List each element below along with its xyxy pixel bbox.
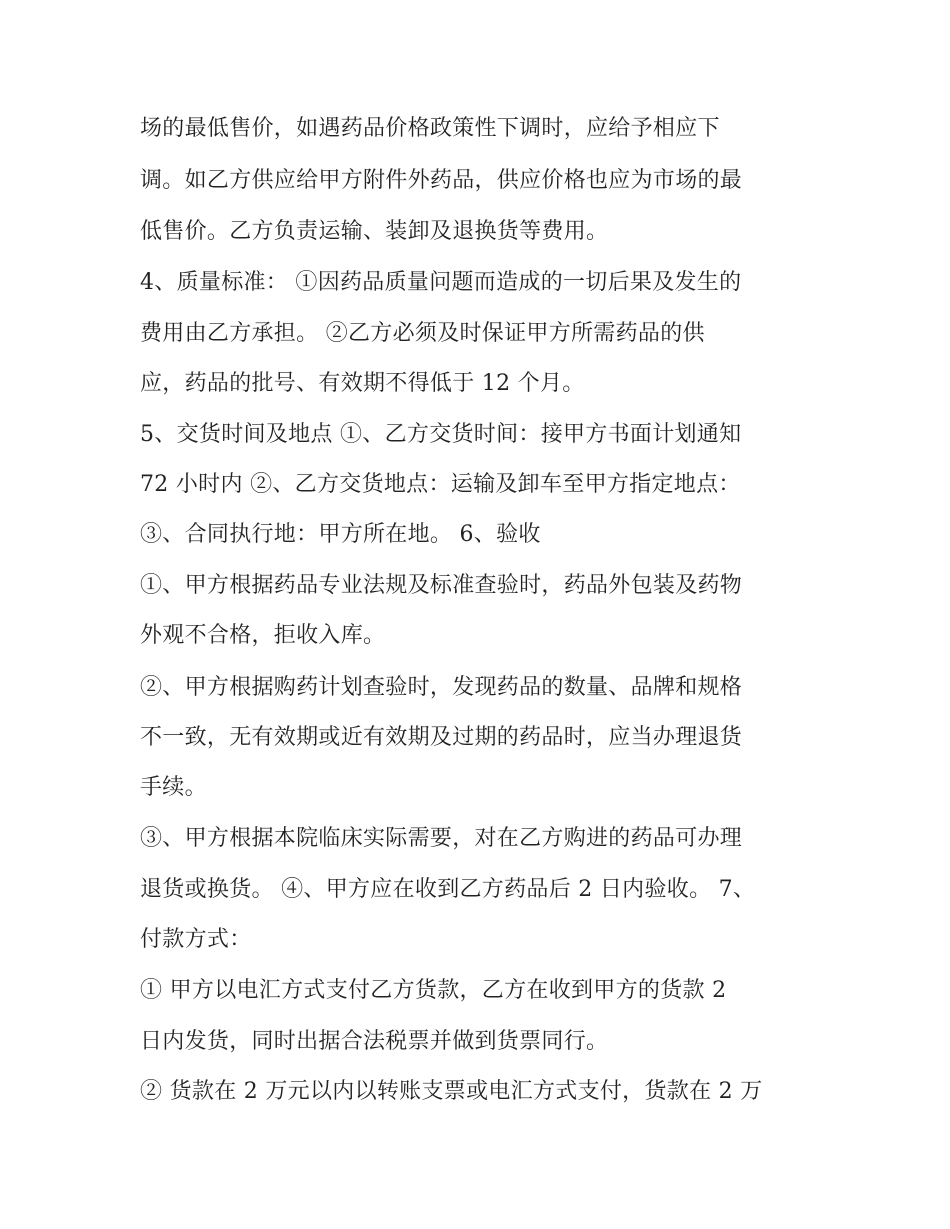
text-line-13: 不一致，无有效期或近有效期及过期的药品时，应当办理退货 bbox=[140, 725, 743, 750]
text-line-18: ① 甲方以电汇方式支付乙方货款，乙方在收到甲方的货款 2 bbox=[140, 978, 727, 1003]
text-line-20: ② 货款在 2 万元以内以转账支票或电汇方式支付，货款在 2 万 bbox=[140, 1079, 763, 1104]
text-line-6: 应，药品的批号、有效期不得低于 12 个月。 bbox=[140, 371, 585, 396]
text-line-15: ③、甲方根据本院临床实际需要，对在乙方购进的药品可办理 bbox=[140, 826, 743, 851]
text-line-12: ②、甲方根据购药计划查验时，发现药品的数量、品牌和规格 bbox=[140, 675, 743, 700]
text-line-1: 场的最低售价，如遇药品价格政策性下调时，应给予相应下 bbox=[140, 116, 720, 141]
text-line-3: 低售价。乙方负责运输、装卸及退换货等费用。 bbox=[140, 219, 609, 244]
text-line-17: 付款方式： bbox=[140, 927, 252, 952]
text-line-19: 日内发货，同时出据合法税票并做到货票同行。 bbox=[140, 1029, 609, 1054]
text-line-5: 费用由乙方承担。 ②乙方必须及时保证甲方所需药品的供 bbox=[140, 321, 705, 346]
text-line-4: 4、质量标准： ①因药品质量问题而造成的一切后果及发生的 bbox=[140, 270, 742, 295]
text-line-8: 72 小时内 ②、乙方交货地点：运输及卸车至甲方指定地点： bbox=[140, 472, 741, 497]
text-line-9: ③、合同执行地：甲方所在地。 6、验收 bbox=[140, 522, 541, 547]
text-line-14: 手续。 bbox=[140, 775, 207, 800]
text-line-11: 外观不合格，拒收入库。 bbox=[140, 623, 386, 648]
text-line-10: ①、甲方根据药品专业法规及标准查验时，药品外包装及药物 bbox=[140, 573, 743, 598]
text-line-2: 调。如乙方供应给甲方附件外药品，供应价格也应为市场的最 bbox=[140, 168, 743, 193]
text-line-16: 退货或换货。 ④、甲方应在收到乙方药品后 2 日内验收。 7、 bbox=[140, 877, 756, 902]
text-line-7: 5、交货时间及地点 ①、乙方交货时间：接甲方书面计划通知 bbox=[140, 422, 742, 447]
